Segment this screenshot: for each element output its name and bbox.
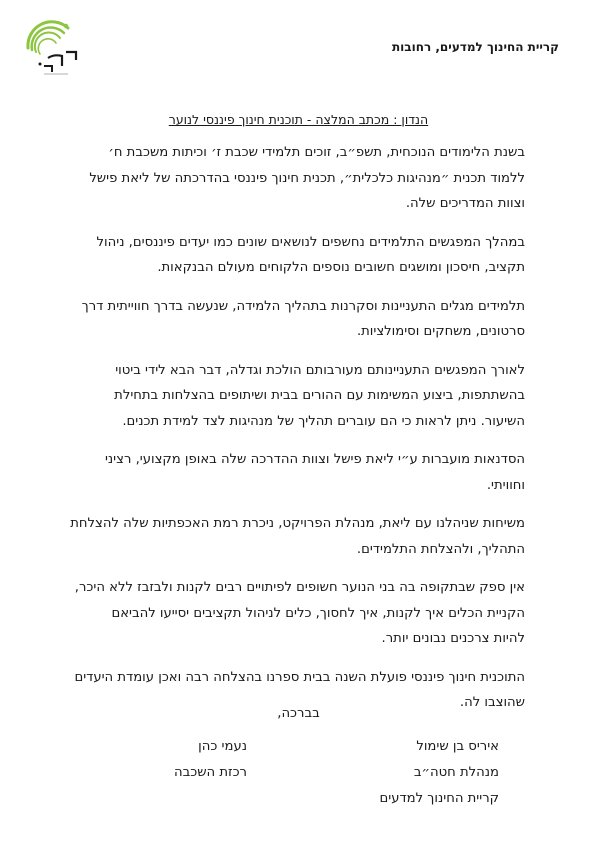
letter-body: [69, 140, 525, 729]
text-line: במהלך המפגשים התלמידים נחשפים לנושאים שונים כמו יעדים פיננסים, ניהול: [96, 234, 525, 250]
paragraph-5: [69, 447, 525, 498]
letter-subject: הנדון : מכתב המלצה - תוכנית חינוך פיננסי לנוער: [168, 112, 429, 127]
signature-name: נעמי כהן: [198, 739, 247, 754]
text-line: אין ספק שבתקופה בה בני הנוער חשופים לפיתויים רבים לקנות ולבזבז ללא היכר,: [74, 580, 525, 595]
text-line: בהשתתפות, ביצוע המשימות עם ההורים בבית ושיתופים בהצלחות בתחילת: [114, 388, 525, 403]
text-line: סרטונים, משחקים וסימולציות.: [356, 324, 525, 339]
text-line: לאורך המפגשים התעניינותם מעורבותם הולכת וגדלה, דבר הבא לידי ביטוי: [115, 362, 525, 378]
paragraph-2: [69, 230, 525, 281]
school-name-header: קריית החינוך למדעים, רחובות: [391, 40, 559, 54]
paragraph-7: [69, 575, 525, 652]
text-line: תקציב, חיסכון ומושגים חשובים נוספים הלקוחים מעולם הבנקאות.: [157, 260, 525, 275]
text-line: וצוות המדריכים שלה.: [405, 196, 525, 211]
text-line: בשנת הלימודים הנוכחית, תשפ״ב, זוכים תלמידי שכבת ז׳ וכיתות משכבת ח׳: [108, 145, 525, 160]
signature-name: איריס בן שימול: [416, 739, 499, 754]
text-line: ללמוד תכנית ״מנהיגות כלכלית״, תכנית חינוך פיננסי בהדרכתה של ליאת פישל: [89, 170, 525, 186]
paragraph-4: [69, 358, 525, 435]
text-line: התוכנית חינוך פיננסי פועלת השנה בבית ספרנו בהצלחה רבה ואכן עומדת היעדים: [74, 669, 525, 685]
text-line: השיעור. ניתן לראות כי הם עוברים תהליך של מנהיגות לצד למידת תכנים.: [122, 413, 525, 429]
text-line: תלמידים מגלים התעניינות וסקרנות בתהליך הלמידה, שנעשה בדרך חווייתית דרך: [81, 298, 525, 314]
text-line: התהליך, ולהצלחת התלמידים.: [356, 541, 525, 557]
signature-role: רכזת השכבה: [173, 765, 247, 780]
text-line: שהוצבו לה.: [459, 695, 525, 710]
signature-coordinator: [174, 734, 247, 786]
signature-role: מנהלת חטה״ב: [413, 765, 499, 780]
paragraph-3: [69, 294, 525, 345]
text-line: להיות צרכנים נבונים יותר.: [381, 631, 525, 646]
school-logo: [18, 14, 82, 76]
text-line: הקניית הכלים איך לקנות, איך לחסוך, כלים לניהול תקציבים יסייעו להביאם: [111, 605, 525, 621]
closing-greeting: בברכה,: [277, 706, 320, 721]
paragraph-1: [69, 140, 525, 217]
text-line: הסדנאות מועברות ע״י ליאת פישל וצוות ההדרכה שלה באופן מקצועי, רציני: [104, 452, 525, 467]
text-line: משיחות שניהלנו עם ליאת, מנהלת הפרויקט, ניכרת רמת האכפתיות שלה להצלחת: [70, 516, 525, 531]
paragraph-6: [69, 511, 525, 562]
signature-org: קריית החינוך למדעים: [379, 791, 499, 806]
signature-principal: [380, 734, 500, 812]
school-logo-icon: [18, 14, 82, 76]
text-line: וחוויתי.: [486, 477, 525, 493]
